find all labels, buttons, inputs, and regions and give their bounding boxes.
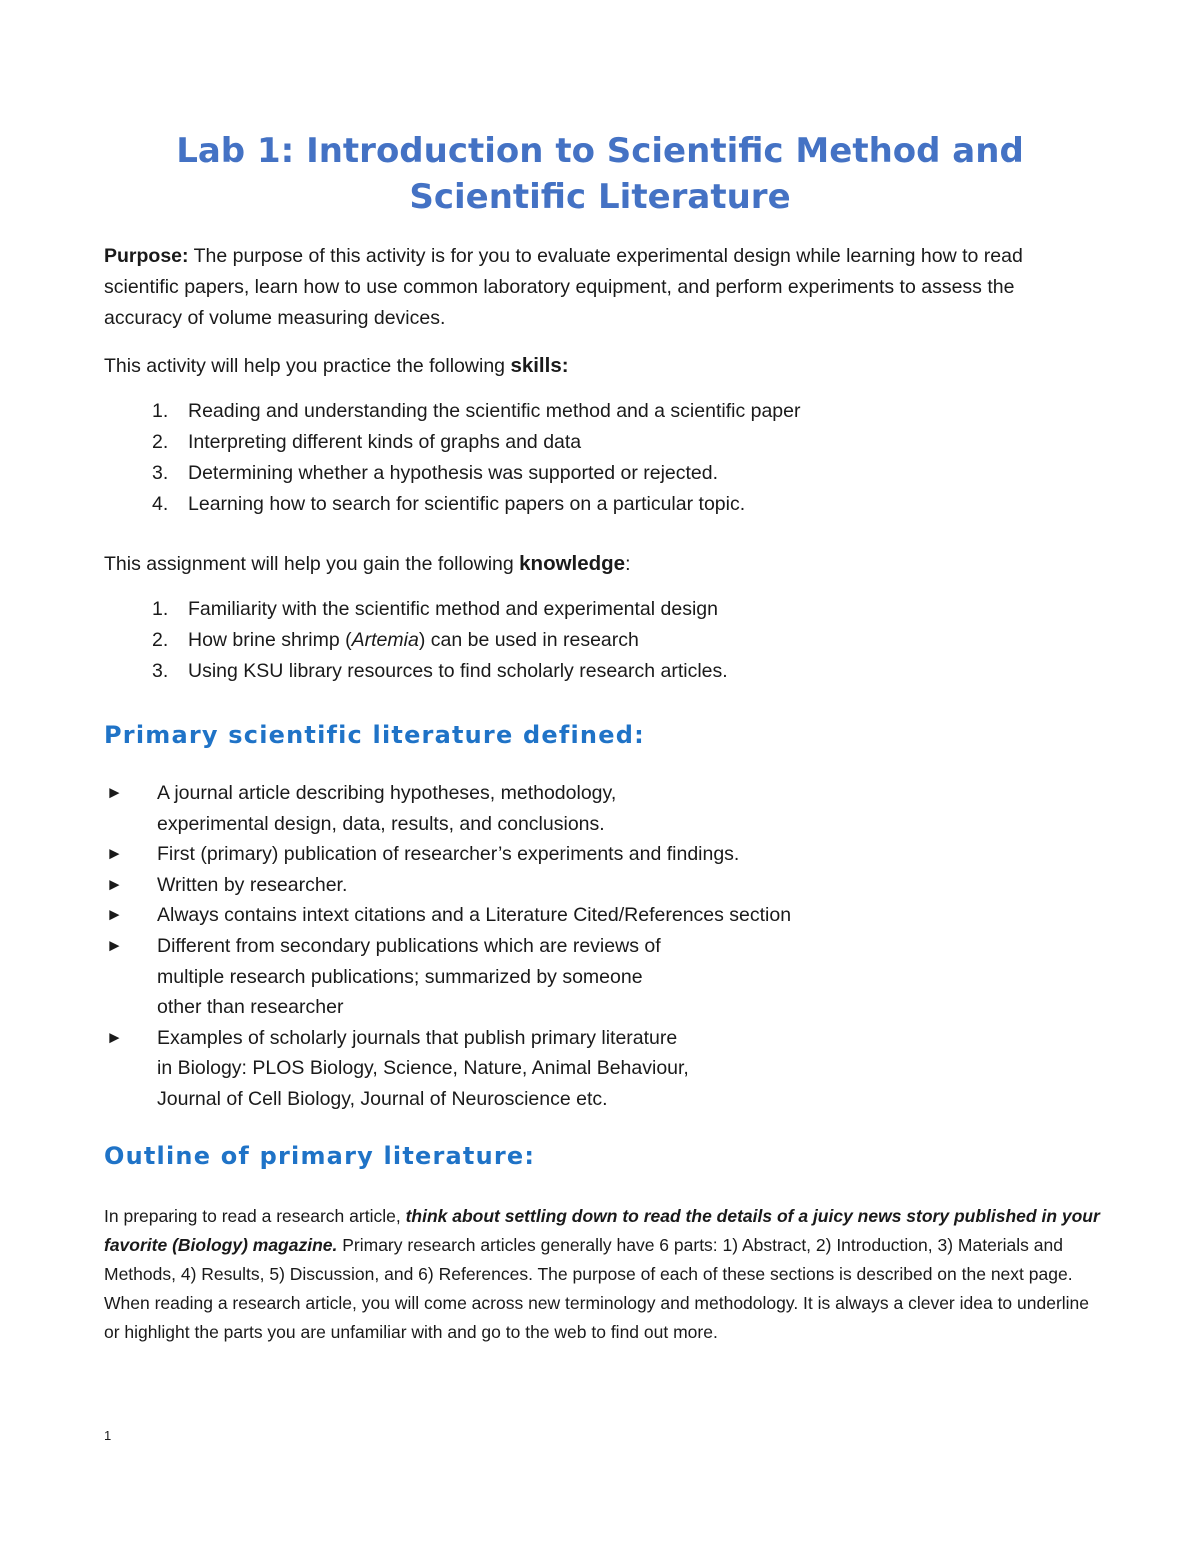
bullet-line: Different from secondary publications which are reviews of <box>157 934 661 957</box>
knowledge-list <box>104 594 1094 687</box>
knowledge-intro <box>104 548 1094 580</box>
page-title <box>100 128 1100 220</box>
knowledge-keyword: knowledge <box>519 552 626 575</box>
primary-literature-bullets <box>104 778 1004 1115</box>
bullet-arrow-icon: ► <box>106 905 123 925</box>
bullet-item <box>104 778 1004 839</box>
list-number: 2. <box>152 431 169 453</box>
bullet-line: First (primary) publication of researcher’s experiments and findings. <box>157 843 740 866</box>
list-item <box>104 656 1094 687</box>
list-number: 1. <box>152 598 169 620</box>
bullet-line: Written by researcher. <box>157 873 348 896</box>
list-item-text: Using KSU library resources to find scholarly research articles. <box>188 660 728 682</box>
bullet-item <box>104 1023 1004 1115</box>
skills-keyword: skills: <box>510 354 569 377</box>
outline-italic-text: think about settling down to read the details of a juicy news story published in your favorite (Biology) magazine. <box>104 1206 1100 1255</box>
primary-literature-heading: Primary scientific literature defined: <box>104 721 645 749</box>
list-item-text: Learning how to search for scientific papers on a particular topic. <box>188 493 746 515</box>
bullet-arrow-icon: ► <box>106 844 123 864</box>
list-item-text: How brine shrimp ( <box>188 629 352 651</box>
outline-text: Primary research articles generally have 6 parts: 1) Abstract, 2) Introduction, 3) Materials and Methods, 4) Results, 5) Discussion, and 6) References. The purpose of each of these sections is described on the next page. When reading a research article, you will come across new terminology and methodology. It is always a clever idea to underline or highlight the parts you are unfamiliar with and go to the web to find out more. <box>104 1235 1090 1342</box>
outline-text: In preparing to read a research article, <box>104 1206 406 1226</box>
list-item <box>104 594 1094 625</box>
species-name: Artemia <box>351 629 419 651</box>
bullet-line: other than researcher <box>157 996 344 1019</box>
bullet-item <box>104 931 1004 1023</box>
list-number: 1. <box>152 400 169 422</box>
list-number: 2. <box>152 629 169 651</box>
bullet-line: Journal of Cell Biology, Journal of Neuroscience etc. <box>157 1087 608 1110</box>
list-item-text: ) can be used in research <box>418 629 639 651</box>
bullet-arrow-icon: ► <box>106 1027 123 1047</box>
knowledge-suffix: : <box>625 553 631 575</box>
list-item-text: Interpreting different kinds of graphs and data <box>188 431 582 453</box>
list-item <box>104 489 1094 520</box>
bullet-line: in Biology: PLOS Biology, Science, Nature, Animal Behaviour, <box>157 1057 689 1080</box>
page-number: 1 <box>104 1428 112 1443</box>
bullet-line: experimental design, data, results, and conclusions. <box>157 812 605 835</box>
list-number: 3. <box>152 462 169 484</box>
skills-intro-text: This activity will help you practice the following <box>104 355 511 377</box>
knowledge-intro-text: This assignment will help you gain the following <box>104 553 520 575</box>
purpose-paragraph <box>104 241 1094 334</box>
outline-heading: Outline of primary literature: <box>104 1142 536 1170</box>
purpose-label: Purpose: <box>104 245 189 267</box>
bullet-line: Always contains intext citations and a Literature Cited/References section <box>157 904 792 927</box>
list-item-text: Determining whether a hypothesis was supported or rejected. <box>188 462 719 484</box>
list-item <box>104 396 1094 427</box>
purpose-text: The purpose of this activity is for you to evaluate experimental design while learning how to read scientific papers, learn how to use common laboratory equipment, and perform experiments to assess the accuracy of volume measuring devices. <box>104 245 1023 329</box>
skills-list <box>104 396 1094 520</box>
list-item-text: Familiarity with the scientific method and experimental design <box>188 598 718 620</box>
bullet-arrow-icon: ► <box>106 874 123 894</box>
title-line-1: Lab 1: Introduction to Scientific Method and <box>176 131 1024 171</box>
title-line-2: Scientific Literature <box>409 177 791 217</box>
list-item <box>104 625 1094 656</box>
list-item <box>104 458 1094 489</box>
bullet-arrow-icon: ► <box>106 935 123 955</box>
bullet-line: A journal article describing hypotheses, methodology, <box>157 782 617 804</box>
outline-paragraph <box>104 1202 1104 1347</box>
bullet-line: Examples of scholarly journals that publish primary literature <box>157 1026 678 1049</box>
list-number: 4. <box>152 493 169 515</box>
list-number: 3. <box>152 660 169 682</box>
bullet-arrow-icon: ► <box>106 783 123 802</box>
bullet-item <box>104 900 1004 931</box>
bullet-line: multiple research publications; summarized by someone <box>157 965 643 988</box>
list-item <box>104 427 1094 458</box>
skills-intro <box>104 350 1094 382</box>
bullet-item <box>104 839 1004 870</box>
list-item-text: Reading and understanding the scientific method and a scientific paper <box>188 400 801 422</box>
bullet-item <box>104 870 1004 901</box>
